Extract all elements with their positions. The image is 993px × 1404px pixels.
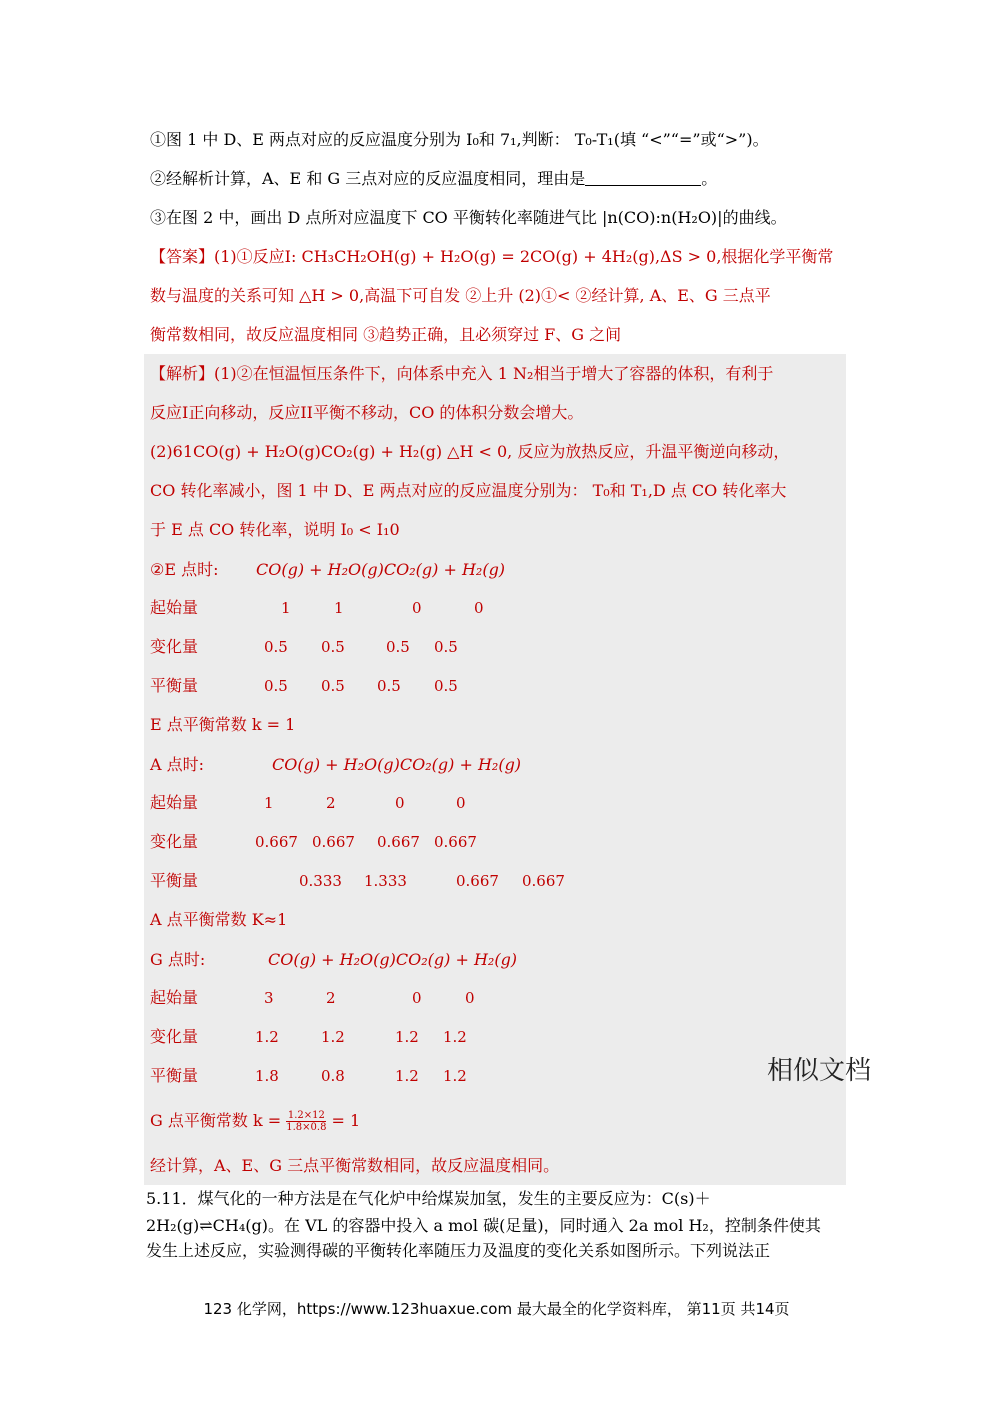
question-3: ③在图 2 中，画出 D 点所对应温度下 CO 平衡转化率随进气比 |n(CO):n(H₂O)|的曲线。 — [150, 208, 787, 227]
a-eq-co: 0.333 — [299, 872, 342, 890]
e-eq-h2o: 0.5 — [321, 677, 345, 695]
page-footer: 123 化学网，https://www.123huaxue.com 最大最全的化学资料库， 第11页 共14页 — [203, 1300, 790, 1318]
a-change-co: 0.667 — [255, 833, 298, 851]
g-eq-co2: 1.2 — [395, 1067, 419, 1085]
g-start-co2: 0 — [412, 989, 422, 1007]
e-change-co: 0.5 — [264, 638, 288, 656]
similar-docs-link[interactable]: 相似文档 — [767, 1056, 872, 1086]
e-point-constant: E 点平衡常数 k = 1 — [150, 715, 296, 734]
g-constant-suffix: = 1 — [331, 1111, 361, 1130]
e-change-co2: 0.5 — [386, 638, 410, 656]
g-constant-denominator: 1.8×0.8 — [286, 1122, 327, 1133]
g-change-co2: 1.2 — [395, 1028, 419, 1046]
a-point-constant: A 点平衡常数 K≈1 — [150, 910, 288, 929]
next-question-line-1: 5.11．煤气化的一种方法是在气化炉中给煤炭加氢，发生的主要反应为：C(s)＋ — [146, 1189, 711, 1208]
a-row-change-label: 变化量 — [150, 832, 199, 851]
g-row-eq-label: 平衡量 — [150, 1066, 199, 1085]
g-point-heading: G 点时: — [150, 950, 206, 969]
g-eq-co: 1.8 — [255, 1067, 279, 1085]
e-start-co2: 0 — [412, 599, 422, 617]
g-change-co: 1.2 — [255, 1028, 279, 1046]
g-point-constant — [150, 1110, 360, 1133]
a-start-co2: 0 — [395, 794, 405, 812]
e-row-change-label: 变化量 — [150, 637, 199, 656]
e-start-h2o: 1 — [334, 599, 344, 617]
answer-blank — [585, 171, 701, 186]
a-point-heading: A 点时: — [150, 755, 205, 774]
answer-line-3: 衡常数相同，故反应温度相同 ③趋势正确，且必须穿过 F、G 之间 — [150, 325, 622, 344]
g-constant-numerator: 1.2×12 — [287, 1110, 325, 1121]
a-start-h2o: 2 — [326, 794, 336, 812]
e-eq-co: 0.5 — [264, 677, 288, 695]
g-start-h2o: 2 — [326, 989, 336, 1007]
a-row-start-label: 起始量 — [150, 793, 199, 812]
analysis-line-5: 于 E 点 CO 转化率，说明 I₀ < I₁0 — [150, 520, 400, 539]
g-start-co: 3 — [264, 989, 274, 1007]
a-eq-h2: 0.667 — [522, 872, 565, 890]
e-start-co: 1 — [281, 599, 291, 617]
e-start-h2: 0 — [474, 599, 484, 617]
a-start-h2: 0 — [456, 794, 466, 812]
a-start-co: 1 — [264, 794, 274, 812]
conclusion: 经计算，A、E、G 三点平衡常数相同，故反应温度相同。 — [150, 1156, 560, 1175]
e-change-h2o: 0.5 — [321, 638, 345, 656]
e-eq-h2: 0.5 — [434, 677, 458, 695]
analysis-line-1: 【解析】(1)②在恒温恒压条件下，向体系中充入 1 N₂相当于增大了容器的体积，有利于 — [150, 364, 774, 383]
g-point-equation: CO(g) + H₂O(g)CO₂(g) + H₂(g) — [268, 950, 518, 969]
analysis-line-3: (2)61CO(g) + H₂O(g)CO₂(g) + H₂(g) △H < 0, 反应为放热反应，升温平衡逆向移动， — [150, 442, 790, 461]
question-1: ①图 1 中 D、E 两点对应的反应温度分别为 I₀和 7₁,判断： T₀-T₁(填 “<”“=”或“>”)。 — [150, 130, 769, 149]
question-2-end: 。 — [701, 169, 718, 188]
a-change-h2: 0.667 — [434, 833, 477, 851]
g-change-h2o: 1.2 — [321, 1028, 345, 1046]
a-eq-co2: 0.667 — [456, 872, 499, 890]
g-row-change-label: 变化量 — [150, 1027, 199, 1046]
g-change-h2: 1.2 — [443, 1028, 467, 1046]
a-point-equation: CO(g) + H₂O(g)CO₂(g) + H₂(g) — [272, 755, 522, 774]
g-eq-h2o: 0.8 — [321, 1067, 345, 1085]
answer-line-1: 【答案】(1)①反应I: CH₃CH₂OH(g) + H₂O(g) = 2CO(g) + 4H₂(g),ΔS > 0,根据化学平衡常 — [150, 247, 834, 266]
a-change-co2: 0.667 — [377, 833, 420, 851]
question-2-text: ②经解析计算，A、E 和 G 三点对应的反应温度相同，理由是 — [150, 169, 586, 188]
a-row-eq-label: 平衡量 — [150, 871, 199, 890]
e-eq-co2: 0.5 — [377, 677, 401, 695]
g-row-start-label: 起始量 — [150, 988, 199, 1007]
analysis-line-2: 反应I正向移动，反应II平衡不移动，CO 的体积分数会增大。 — [150, 403, 584, 422]
e-row-start-label: 起始量 — [150, 598, 199, 617]
a-change-h2o: 0.667 — [312, 833, 355, 851]
a-eq-h2o: 1.333 — [364, 872, 407, 890]
g-constant-prefix: G 点平衡常数 k = — [150, 1111, 282, 1130]
g-start-h2: 0 — [465, 989, 475, 1007]
g-eq-h2: 1.2 — [443, 1067, 467, 1085]
question-2 — [150, 169, 717, 189]
e-row-eq-label: 平衡量 — [150, 676, 199, 695]
answer-line-2: 数与温度的关系可知 △H > 0,高温下可自发 ②上升 (2)①< ②经计算, A、E、G 三点平 — [150, 286, 771, 305]
next-question-line-3: 发生上述反应，实验测得碳的平衡转化率随压力及温度的变化关系如图所示。下列说法正 — [146, 1241, 771, 1260]
e-point-heading: ②E 点时: — [150, 560, 219, 579]
analysis-line-4: CO 转化率减小，图 1 中 D、E 两点对应的反应温度分别为： T₀和 T₁,D 点 CO 转化率大 — [150, 481, 787, 500]
g-constant-fraction — [286, 1110, 326, 1133]
next-question-line-2: 2H₂(g)⇌CH₄(g)。在 VL 的容器中投入 a mol 碳(足量)，同时通入 2a mol H₂，控制条件使其 — [146, 1216, 821, 1235]
e-change-h2: 0.5 — [434, 638, 458, 656]
e-point-equation: CO(g) + H₂O(g)CO₂(g) + H₂(g) — [256, 560, 506, 579]
